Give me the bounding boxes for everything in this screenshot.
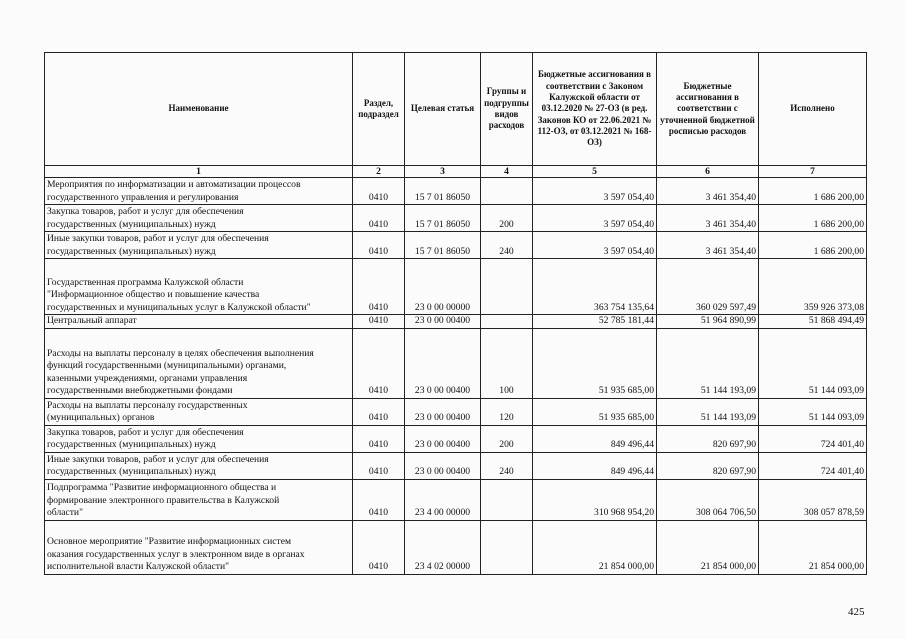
row-refined-amount: 3 461 354,40 xyxy=(657,178,759,205)
table-row xyxy=(45,452,867,479)
row-refined-amount: 820 697,90 xyxy=(657,425,759,452)
row-executed-amount: 1 686 200,00 xyxy=(759,232,867,259)
row-law-amount: 849 496,44 xyxy=(533,452,657,479)
row-target: 23 0 00 00400 xyxy=(405,425,481,452)
row-executed-amount: 21 854 000,00 xyxy=(759,520,867,574)
row-group xyxy=(481,520,533,574)
header-law: Бюджетные ассигнования в соответствии с Законом Калужской области от 03.12.2020 № 27-ОЗ (в ред. Законов КО от 22.06.2021 № 112-ОЗ, от 03.12.2021 № 168-ОЗ) xyxy=(533,53,657,166)
table-row xyxy=(45,398,867,425)
row-executed-amount: 308 057 878,59 xyxy=(759,479,867,520)
row-section: 0410 xyxy=(353,479,405,520)
row-refined-amount: 3 461 354,40 xyxy=(657,232,759,259)
row-group: 100 xyxy=(481,328,533,398)
row-target: 15 7 01 86050 xyxy=(405,205,481,232)
row-refined-amount: 51 144 193,09 xyxy=(657,328,759,398)
row-name: Подпрограмма "Развитие информационного общества и формирование электронного правительства в Калужской области" xyxy=(45,479,353,520)
row-law-amount: 3 597 054,40 xyxy=(533,178,657,205)
column-number: 4 xyxy=(481,166,533,178)
row-refined-amount: 820 697,90 xyxy=(657,452,759,479)
table-row xyxy=(45,259,867,315)
row-group: 120 xyxy=(481,398,533,425)
header-refined: Бюджетные ассигнования в соответствии с уточненной бюджетной росписью расходов xyxy=(657,53,759,166)
row-executed-amount: 51 144 093,09 xyxy=(759,328,867,398)
column-number: 5 xyxy=(533,166,657,178)
table-row xyxy=(45,520,867,574)
row-executed-amount: 1 686 200,00 xyxy=(759,178,867,205)
table-row xyxy=(45,315,867,329)
row-section: 0410 xyxy=(353,315,405,329)
column-number: 7 xyxy=(759,166,867,178)
row-refined-amount: 360 029 597,49 xyxy=(657,259,759,315)
row-group: 240 xyxy=(481,232,533,259)
row-section: 0410 xyxy=(353,425,405,452)
row-group xyxy=(481,178,533,205)
row-section: 0410 xyxy=(353,520,405,574)
row-name: Расходы на выплаты персоналу в целях обеспечения выполнения функций государственными (муниципальными) органами, казенными учреждениями, органами управления государственными внебюджетными фондами xyxy=(45,328,353,398)
row-executed-amount: 724 401,40 xyxy=(759,425,867,452)
row-target: 23 0 00 00400 xyxy=(405,452,481,479)
row-target: 23 0 00 00000 xyxy=(405,259,481,315)
table-row xyxy=(45,232,867,259)
row-executed-amount: 724 401,40 xyxy=(759,452,867,479)
column-number-row xyxy=(45,166,867,178)
row-name: Иные закупки товаров, работ и услуг для обеспечения государственных (муниципальных) нужд xyxy=(45,232,353,259)
header-target: Целевая статья xyxy=(405,53,481,166)
row-executed-amount: 51 868 494,49 xyxy=(759,315,867,329)
row-target: 23 4 00 00000 xyxy=(405,479,481,520)
header-section: Раздел, подраздел xyxy=(353,53,405,166)
row-law-amount: 3 597 054,40 xyxy=(533,232,657,259)
header-name: Наименование xyxy=(45,53,353,166)
row-refined-amount: 51 964 890,99 xyxy=(657,315,759,329)
row-executed-amount: 51 144 093,09 xyxy=(759,398,867,425)
row-refined-amount: 308 064 706,50 xyxy=(657,479,759,520)
row-refined-amount: 3 461 354,40 xyxy=(657,205,759,232)
row-name: Расходы на выплаты персоналу государственных (муниципальных) органов xyxy=(45,398,353,425)
row-section: 0410 xyxy=(353,205,405,232)
row-section: 0410 xyxy=(353,452,405,479)
row-name: Основное мероприятие "Развитие информационных систем оказания государственных услуг в электронном виде в органах исполнительной власти Калужской области" xyxy=(45,520,353,574)
row-section: 0410 xyxy=(353,328,405,398)
page-number: 425 xyxy=(848,606,865,618)
row-target: 23 0 00 00400 xyxy=(405,315,481,329)
row-law-amount: 310 968 954,20 xyxy=(533,479,657,520)
row-name: Мероприятия по информатизации и автоматизации процессов государственного управления и регулирования xyxy=(45,178,353,205)
row-name: Государственная программа Калужской области "Информационное общество и повышение качества государственных и муниципальных услуг в Калужской области" xyxy=(45,259,353,315)
table-row xyxy=(45,178,867,205)
row-group: 200 xyxy=(481,205,533,232)
row-group: 200 xyxy=(481,425,533,452)
row-target: 23 4 02 00000 xyxy=(405,520,481,574)
row-name: Закупка товаров, работ и услуг для обеспечения государственных (муниципальных) нужд xyxy=(45,425,353,452)
row-law-amount: 849 496,44 xyxy=(533,425,657,452)
table-row xyxy=(45,205,867,232)
column-number: 6 xyxy=(657,166,759,178)
column-number: 1 xyxy=(45,166,353,178)
row-refined-amount: 21 854 000,00 xyxy=(657,520,759,574)
row-refined-amount: 51 144 193,09 xyxy=(657,398,759,425)
column-number: 3 xyxy=(405,166,481,178)
row-group xyxy=(481,259,533,315)
row-target: 23 0 00 00400 xyxy=(405,328,481,398)
row-law-amount: 51 935 685,00 xyxy=(533,398,657,425)
column-number: 2 xyxy=(353,166,405,178)
row-section: 0410 xyxy=(353,259,405,315)
table-row xyxy=(45,425,867,452)
header-row xyxy=(45,53,867,166)
row-group xyxy=(481,479,533,520)
header-groups: Группы и подгруппы видов расходов xyxy=(481,53,533,166)
row-law-amount: 363 754 135,64 xyxy=(533,259,657,315)
row-target: 23 0 00 00400 xyxy=(405,398,481,425)
table-row xyxy=(45,328,867,398)
row-executed-amount: 359 926 373,08 xyxy=(759,259,867,315)
budget-table xyxy=(44,52,867,575)
header-executed: Исполнено xyxy=(759,53,867,166)
table-row xyxy=(45,479,867,520)
row-group xyxy=(481,315,533,329)
row-executed-amount: 1 686 200,00 xyxy=(759,205,867,232)
row-target: 15 7 01 86050 xyxy=(405,232,481,259)
row-law-amount: 52 785 181,44 xyxy=(533,315,657,329)
row-law-amount: 51 935 685,00 xyxy=(533,328,657,398)
row-target: 15 7 01 86050 xyxy=(405,178,481,205)
row-name: Иные закупки товаров, работ и услуг для обеспечения государственных (муниципальных) нужд xyxy=(45,452,353,479)
row-section: 0410 xyxy=(353,178,405,205)
row-name: Закупка товаров, работ и услуг для обеспечения государственных (муниципальных) нужд xyxy=(45,205,353,232)
row-law-amount: 21 854 000,00 xyxy=(533,520,657,574)
row-section: 0410 xyxy=(353,398,405,425)
row-group: 240 xyxy=(481,452,533,479)
row-law-amount: 3 597 054,40 xyxy=(533,205,657,232)
row-name: Центральный аппарат xyxy=(45,315,353,329)
row-section: 0410 xyxy=(353,232,405,259)
